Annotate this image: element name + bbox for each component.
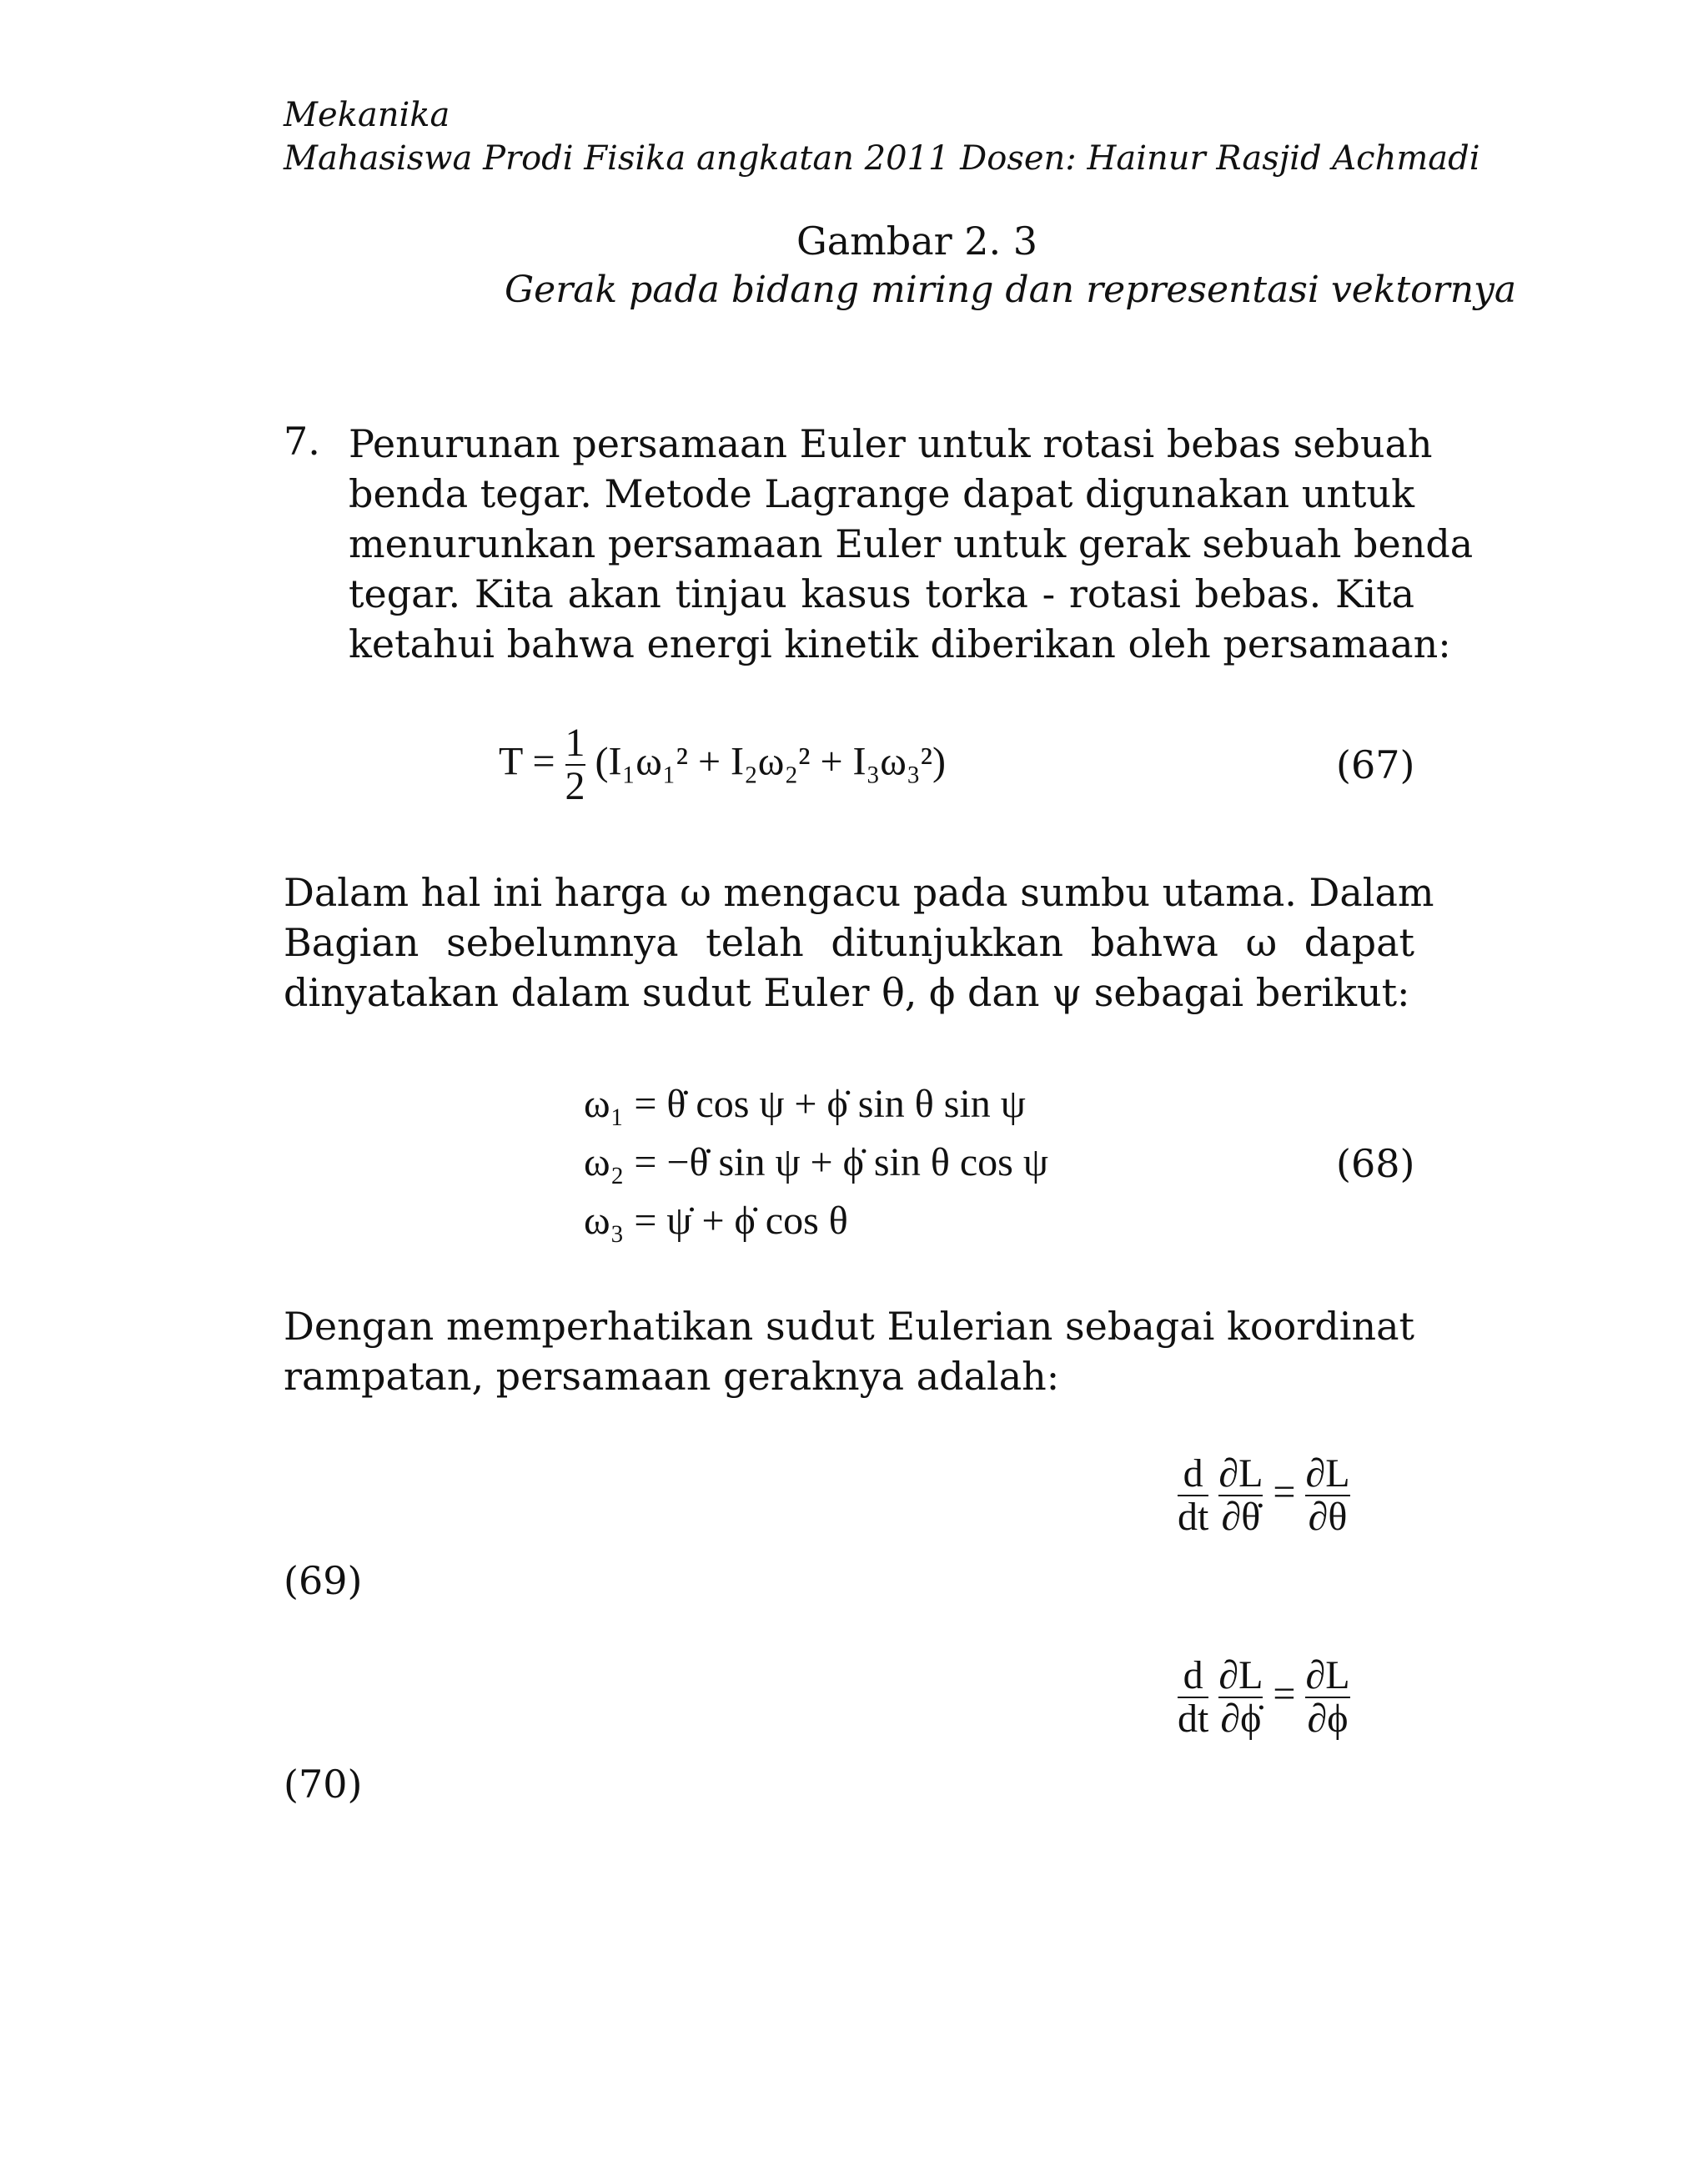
paragraph-eulerian (284, 1301, 1414, 1401)
fraction-denominator: ∂θ̇ (1221, 1495, 1261, 1540)
eq68-row3-rhs: = ψ̇ + ϕ̇ cos θ (634, 1199, 848, 1243)
fraction-numerator: d (1183, 1653, 1203, 1697)
equation-number-69: (69) (284, 1558, 363, 1603)
paragraph-line: tegar. Kita akan tinjau kasus torka - rotasi bebas. Kita (349, 571, 1414, 616)
equation-68-row-1 (584, 1081, 1026, 1127)
paragraph-line: Bagian sebelumnya telah ditunjukkan bahwa ω dapat (284, 920, 1414, 965)
fraction-numerator: ∂L (1305, 1451, 1350, 1496)
fraction-denominator: ∂ϕ (1307, 1697, 1349, 1742)
omega-2: ω₂ (584, 1140, 625, 1184)
omega-3: ω₃ (584, 1199, 625, 1243)
paragraph-omega (284, 867, 1434, 1018)
derivative-d-dt (1178, 1453, 1208, 1539)
equation-67 (499, 722, 946, 808)
fraction-numerator: ∂L (1305, 1653, 1350, 1697)
figure-caption: Gerak pada bidang miring dan representasi vektornya (505, 269, 1517, 311)
paragraph-line: Dengan memperhatikan sudut Eulerian sebagai koordinat (284, 1304, 1414, 1349)
partial-l-theta (1305, 1453, 1349, 1539)
header-subtitle: Mahasiswa Prodi Fisika angkatan 2011 Dosen: Hainur Rasjid Achmadi (284, 139, 1480, 178)
partial-l-phi-dot (1218, 1655, 1263, 1741)
equation-number-70: (70) (284, 1762, 363, 1807)
equation-number-68: (68) (1336, 1141, 1415, 1186)
eq67-lhs: T = (499, 739, 555, 784)
eq68-row2-rhs: = −θ̇ sin ψ + ϕ̇ sin θ cos ψ (634, 1140, 1048, 1184)
paragraph-line: ketahui bahwa energi kinetik diberikan oleh persamaan: (349, 621, 1451, 666)
equation-70 (1178, 1655, 1350, 1741)
list-item-number: 7. (284, 419, 320, 464)
fraction-numerator: 1 (565, 721, 585, 765)
eq67-body: (I₁ω₁² + I₂ω₂² + I₃ω₃²) (595, 739, 946, 784)
equation-68-row-3 (584, 1198, 848, 1244)
figure-number: Gambar 2. 3 (796, 219, 1038, 264)
fraction-denominator: ∂θ (1308, 1495, 1348, 1540)
paragraph-line: rampatan, persamaan geraknya adalah: (284, 1354, 1060, 1399)
fraction-denominator: ∂ϕ̇ (1220, 1697, 1262, 1742)
omega-1: ω₁ (584, 1082, 625, 1126)
equation-69 (1178, 1453, 1350, 1539)
equation-68-row-2 (584, 1139, 1048, 1185)
fraction-denominator: 2 (565, 764, 585, 809)
fraction-numerator: ∂L (1218, 1451, 1263, 1496)
fraction-denominator: dt (1178, 1697, 1209, 1742)
fraction-numerator: ∂L (1218, 1653, 1263, 1697)
equals-sign: = (1273, 1470, 1296, 1515)
item-7-paragraph (349, 419, 1474, 669)
paragraph-line: Dalam hal ini harga ω mengacu pada sumbu utama. Dalam (284, 870, 1434, 915)
paragraph-line: benda tegar. Metode Lagrange dapat digunakan untuk (349, 471, 1415, 516)
paragraph-line: menurunkan persamaan Euler untuk gerak sebuah benda (349, 521, 1474, 566)
equation-number-67: (67) (1336, 742, 1415, 787)
equals-sign: = (1273, 1672, 1296, 1717)
fraction-denominator: dt (1178, 1495, 1209, 1540)
partial-l-theta-dot (1218, 1453, 1263, 1539)
derivative-d-dt (1178, 1655, 1208, 1741)
eq68-row1-rhs: = θ̇ cos ψ + ϕ̇ sin θ sin ψ (634, 1082, 1026, 1126)
fraction-numerator: d (1183, 1451, 1203, 1496)
paragraph-line: Penurunan persamaan Euler untuk rotasi bebas sebuah (349, 421, 1433, 466)
eq67-fraction (565, 722, 585, 808)
paragraph-line: dinyatakan dalam sudut Euler θ, ϕ dan ψ sebagai berikut: (284, 970, 1410, 1015)
header-title: Mekanika (284, 96, 450, 134)
partial-l-phi (1305, 1655, 1349, 1741)
